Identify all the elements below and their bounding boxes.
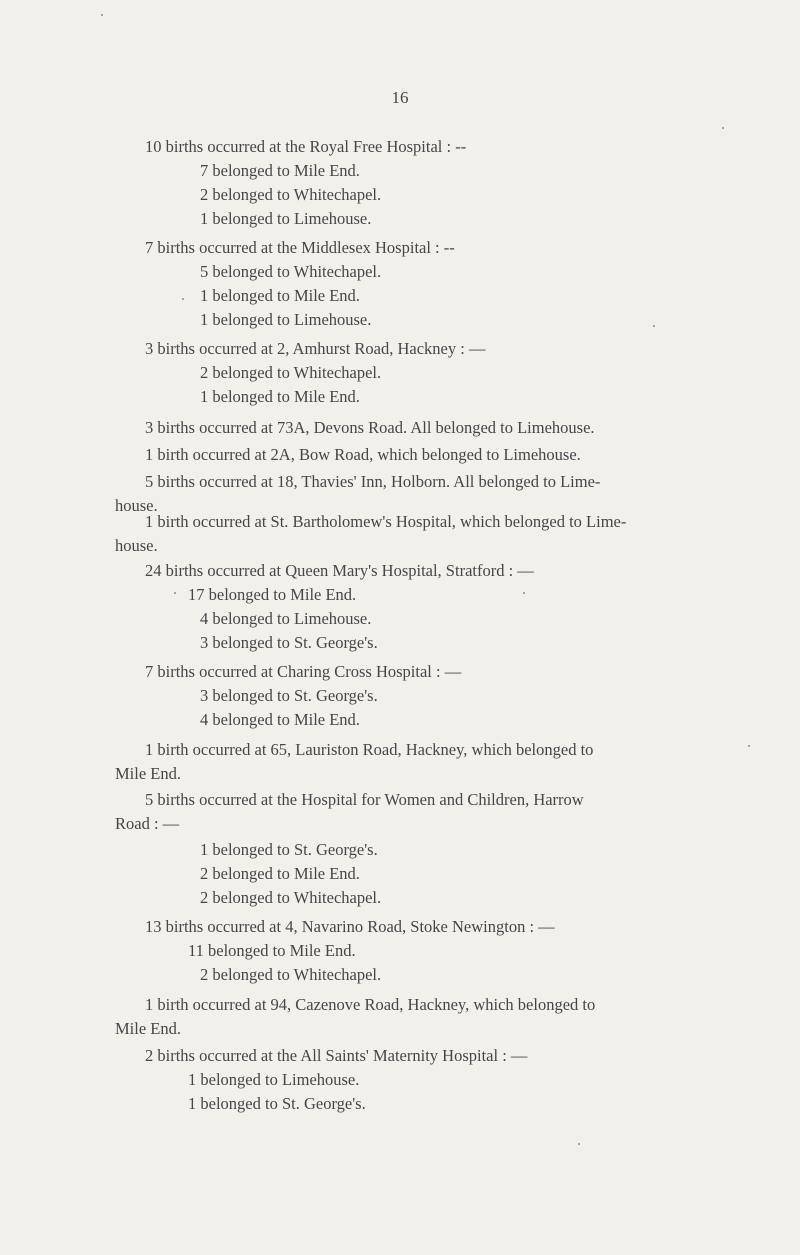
- scan-speck: [748, 745, 750, 747]
- list-item: 2 belonged to Mile End.: [200, 864, 360, 883]
- scan-speck: [523, 592, 525, 594]
- list-item: 5 belonged to Whitechapel.: [200, 262, 382, 281]
- list-item: 1 belonged to Limehouse.: [188, 1070, 360, 1089]
- list-item: 7 belonged to Mile End.: [200, 161, 360, 180]
- list-item: 17 belonged to Mile End.: [188, 585, 357, 604]
- paragraph-line: 5 births occurred at the Hospital for Women and Children, Harrow: [145, 790, 584, 809]
- paragraph-line: Mile End.: [115, 764, 181, 783]
- paragraph-line: 1 birth occurred at 94, Cazenove Road, Hackney, which belonged to: [145, 995, 596, 1014]
- paragraph-heading: 13 births occurred at 4, Navarino Road, Stoke Newington : —: [145, 917, 555, 936]
- paragraph-heading: 10 births occurred at the Royal Free Hospital : --: [145, 137, 467, 156]
- list-item: 1 belonged to St. George's.: [188, 1094, 366, 1113]
- paragraph-line: Mile End.: [115, 1019, 181, 1038]
- list-item: 1 belonged to Mile End.: [200, 387, 360, 406]
- paragraph-line: 1 birth occurred at St. Bartholomew's Hospital, which belonged to Lime-: [145, 512, 627, 531]
- paragraph-heading: 2 births occurred at the All Saints' Maternity Hospital : —: [145, 1046, 528, 1065]
- paragraph-line: 3 births occurred at 73A, Devons Road. All belonged to Limehouse.: [145, 418, 595, 437]
- paragraph-line: 1 birth occurred at 2A, Bow Road, which belonged to Limehouse.: [145, 445, 581, 464]
- list-item: 3 belonged to St. George's.: [200, 686, 378, 705]
- page-number: 16: [391, 88, 409, 107]
- scan-speck: [578, 1143, 580, 1145]
- paragraph-line: Road : —: [115, 814, 180, 833]
- list-item: 1 belonged to St. George's.: [200, 840, 378, 859]
- scan-speck: [101, 14, 103, 16]
- list-item: 2 belonged to Whitechapel.: [200, 888, 382, 907]
- list-item: 2 belonged to Whitechapel.: [200, 185, 382, 204]
- paragraph-heading: 3 births occurred at 2, Amhurst Road, Hackney : —: [145, 339, 486, 358]
- paragraph-line: 1 birth occurred at 65, Lauriston Road, Hackney, which belonged to: [145, 740, 594, 759]
- paragraph-line: 5 births occurred at 18, Thavies' Inn, Holborn. All belonged to Lime-: [145, 472, 601, 491]
- scan-speck: [182, 298, 184, 300]
- list-item: 3 belonged to St. George's.: [200, 633, 378, 652]
- paragraph-line: house.: [115, 496, 158, 515]
- paragraph-heading: 7 births occurred at Charing Cross Hospital : —: [145, 662, 462, 681]
- scan-speck: [653, 325, 655, 327]
- list-item: 2 belonged to Whitechapel.: [200, 965, 382, 984]
- list-item: 4 belonged to Mile End.: [200, 710, 360, 729]
- list-item: 1 belonged to Limehouse.: [200, 209, 372, 228]
- paragraph-heading: 7 births occurred at the Middlesex Hospital : --: [145, 238, 455, 257]
- list-item: 1 belonged to Limehouse.: [200, 310, 372, 329]
- scan-speck: [722, 127, 724, 129]
- list-item: 2 belonged to Whitechapel.: [200, 363, 382, 382]
- list-item: 1 belonged to Mile End.: [200, 286, 360, 305]
- list-item: 11 belonged to Mile End.: [188, 941, 356, 960]
- paragraph-heading: 24 births occurred at Queen Mary's Hospital, Stratford : —: [145, 561, 534, 580]
- scan-speck: [174, 592, 176, 594]
- list-item: 4 belonged to Limehouse.: [200, 609, 372, 628]
- paragraph-line: house.: [115, 536, 158, 555]
